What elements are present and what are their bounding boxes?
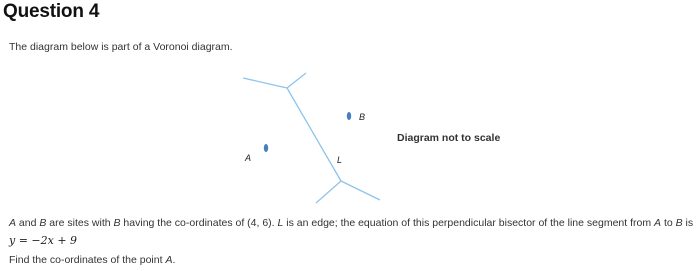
text-segment: . [172, 254, 176, 266]
text-segment: is an edge; the equation of this perpendicular bisector of the line segment from [283, 217, 655, 229]
edge-l-label: L [337, 155, 343, 165]
site-a-ref: A [654, 217, 662, 229]
intro-text: The diagram below is part of a Voronoi diagram. [9, 41, 233, 53]
site-a-label: A [245, 153, 252, 163]
text-segment: to [661, 217, 676, 229]
text-segment: are sites with [46, 217, 114, 229]
site-b-label: B [359, 112, 366, 122]
upper-right-edge [287, 73, 306, 88]
bisector-equation: y = −2x + 9 [9, 234, 78, 247]
upper-left-edge [243, 78, 287, 88]
edge-l-ref: L [277, 217, 284, 229]
site-b-point [347, 112, 351, 120]
text-segment: and [16, 217, 40, 229]
site-a-ref: A [165, 254, 173, 266]
site-a-ref: A [9, 217, 17, 229]
text-segment: Find the co-ordinates of the point [9, 254, 166, 266]
text-segment: having the co-ordinates of (4, 6). [120, 217, 278, 229]
question-title: Question 4 [3, 1, 100, 22]
text-segment: is [682, 217, 694, 229]
lower-right-edge [341, 181, 380, 200]
problem-statement [9, 215, 699, 250]
site-b-ref: B [39, 217, 47, 229]
site-b-ref: B [113, 217, 121, 229]
edge-L [287, 88, 341, 181]
question-prompt [9, 254, 175, 266]
lower-left-edge [316, 181, 341, 203]
not-to-scale-note: Diagram not to scale [397, 132, 501, 144]
voronoi-edges [243, 73, 380, 203]
site-a-point [264, 144, 268, 152]
site-b-ref: B [675, 217, 683, 229]
